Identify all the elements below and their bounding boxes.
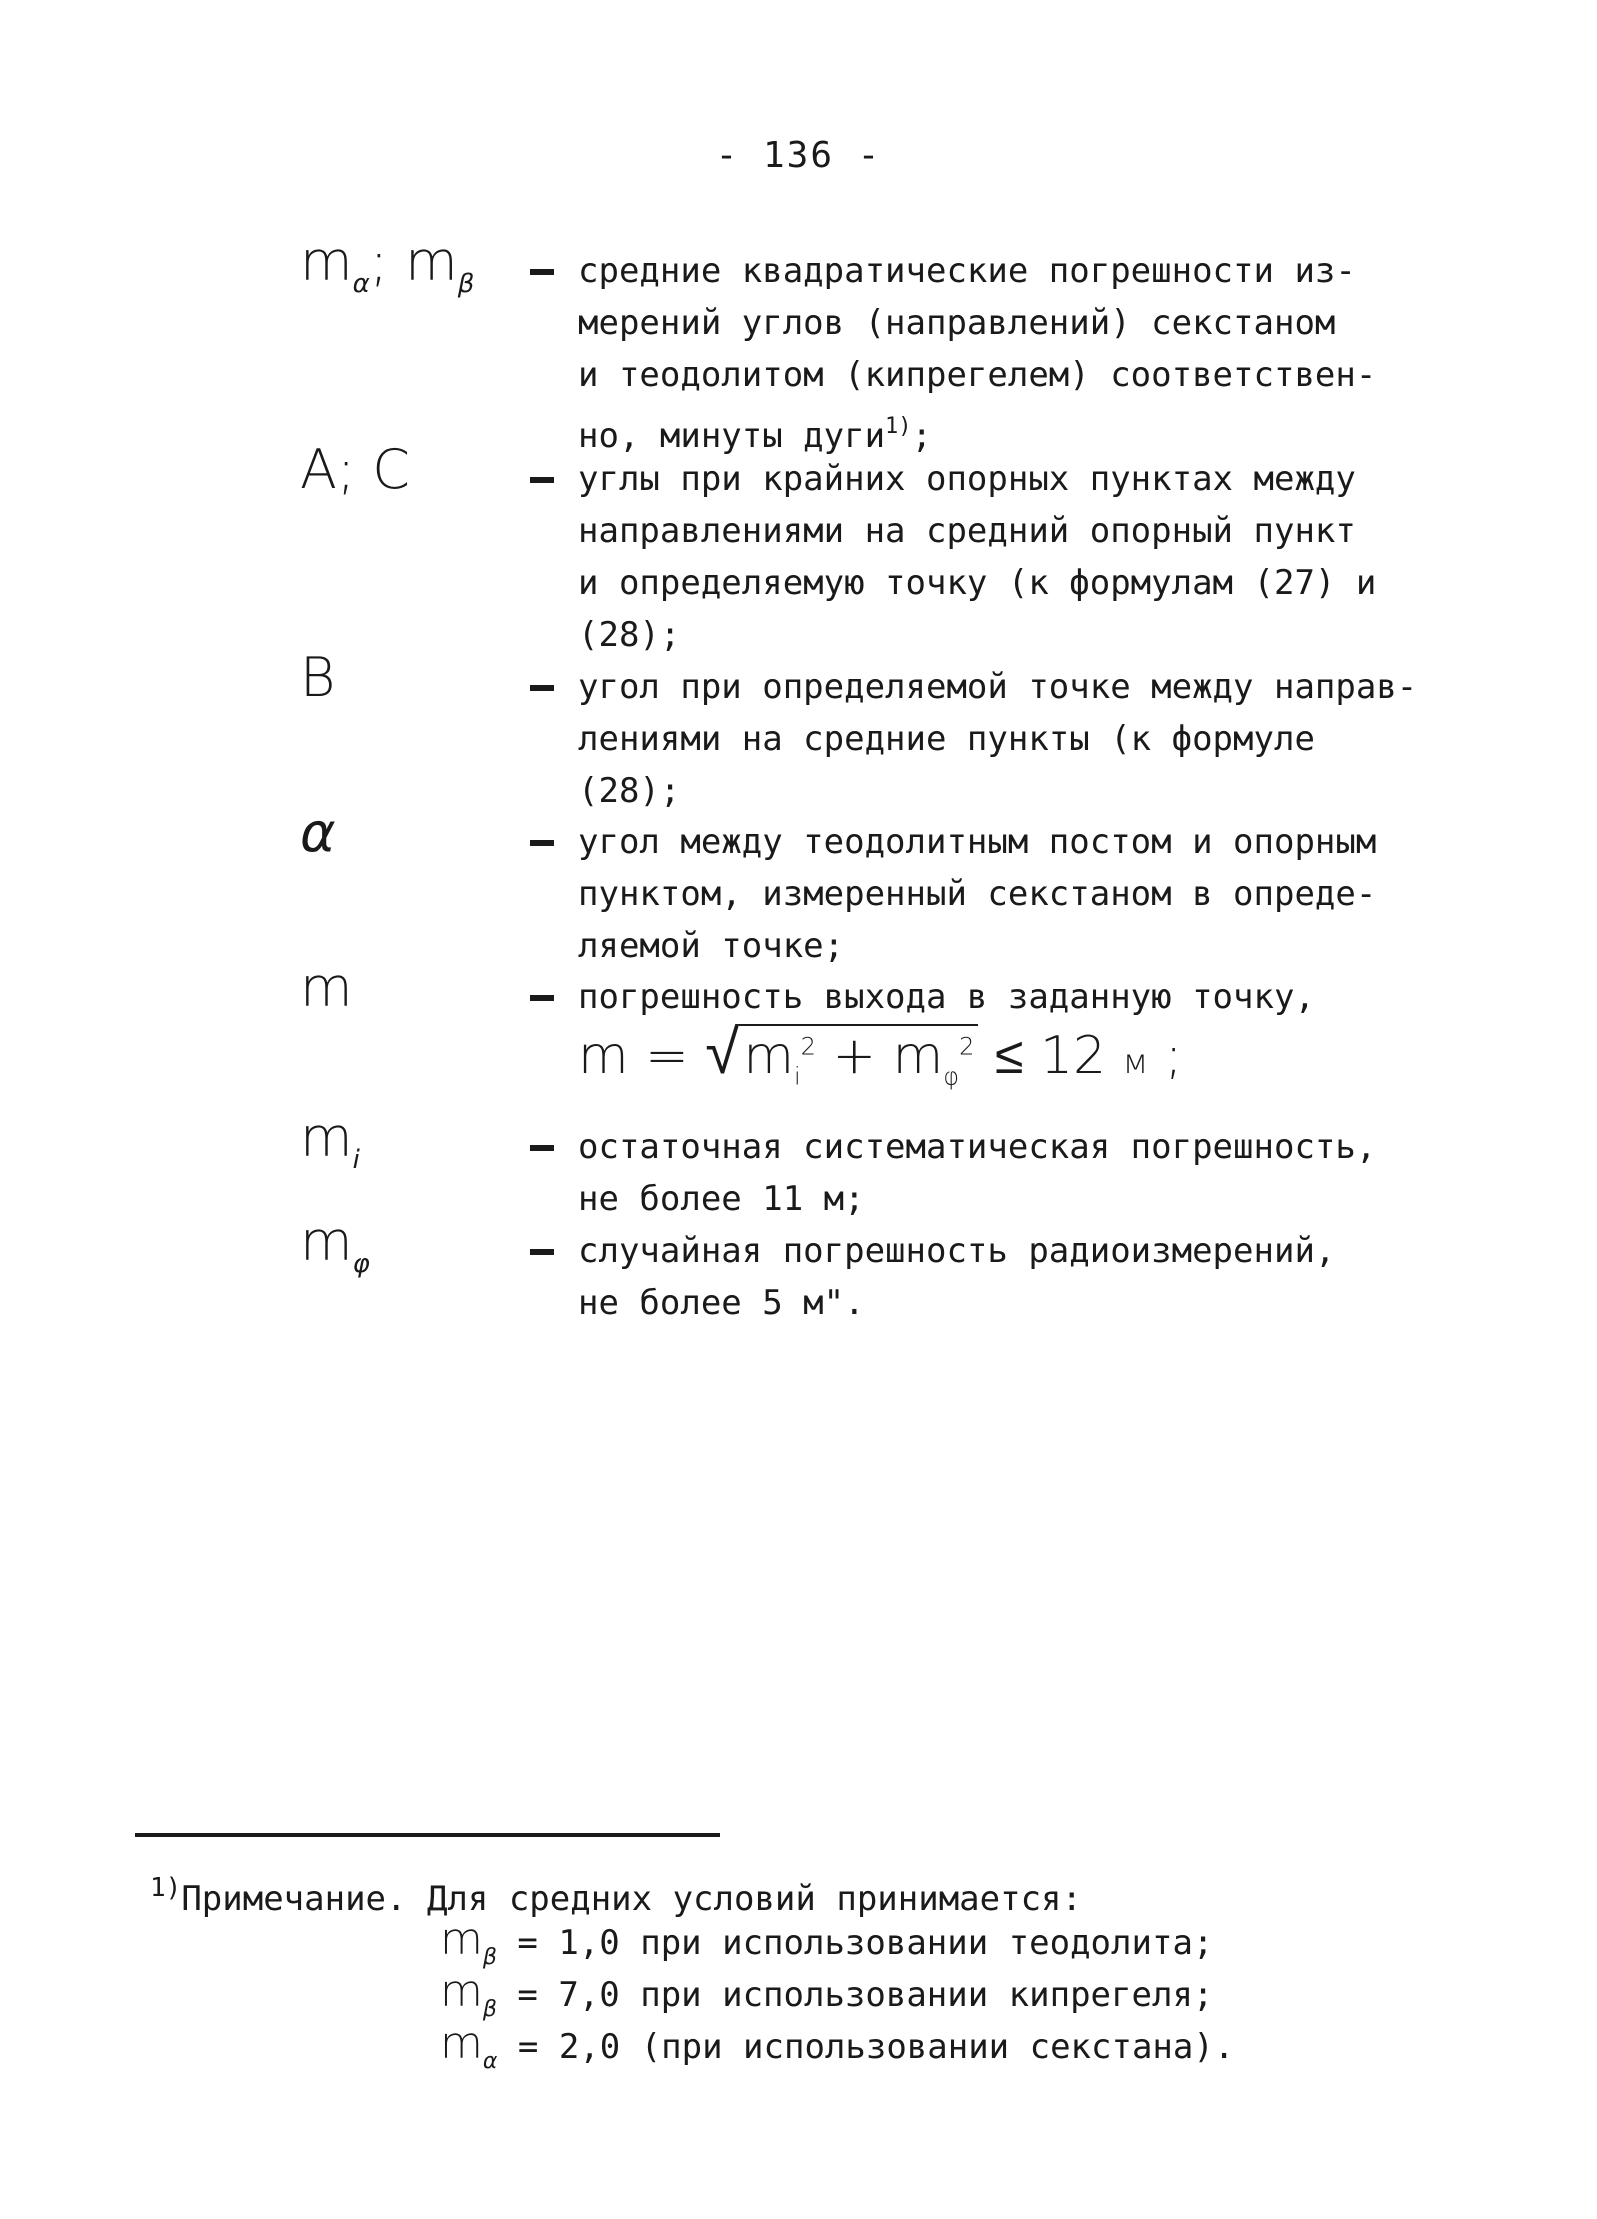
definition-line: но, минуты дуги bbox=[578, 416, 886, 456]
definition-text bbox=[578, 661, 1478, 817]
footnote-rule bbox=[135, 1833, 720, 1837]
dash-marker bbox=[530, 1249, 554, 1255]
definition-line: (28); bbox=[578, 771, 681, 811]
definition-line: угол между теодолитным постом и опорным bbox=[578, 822, 1377, 862]
definition-line: не более 11 м; bbox=[578, 1179, 865, 1219]
dash-marker bbox=[530, 840, 554, 846]
dash-marker bbox=[530, 995, 554, 1001]
footnote-text: Примечание. Для средних условий принимается: bbox=[181, 1879, 1082, 1919]
definition-line: остаточная систематическая погрешность, bbox=[578, 1127, 1377, 1167]
dash-marker bbox=[530, 1145, 554, 1151]
definition-symbol: $m_\alpha$; $m_\beta$ bbox=[300, 230, 475, 299]
footnote-item bbox=[440, 2018, 1440, 2088]
definition-symbol: $m_i$ bbox=[300, 1106, 360, 1175]
definition-line: направлениями на средний опорный пункт bbox=[578, 511, 1356, 551]
definition-symbol: $m_\varphi$ bbox=[300, 1210, 370, 1279]
definition-line: ляемой точке; bbox=[578, 926, 845, 966]
definition-text bbox=[578, 1225, 1478, 1329]
definition-line: пунктом, измеренный секстаном в опреде- bbox=[578, 874, 1377, 914]
definition-line: лениями на средние пункты (к формуле bbox=[578, 719, 1315, 759]
definition-text bbox=[578, 453, 1478, 661]
definition-text bbox=[578, 816, 1478, 972]
footnote-symbol: $m_\alpha$ bbox=[440, 2018, 498, 2074]
definition-symbol: α bbox=[300, 801, 336, 864]
definition-symbol: B bbox=[300, 646, 336, 709]
definition-line: погрешность выхода в заданную точку, bbox=[578, 977, 1315, 1017]
definition-line: не более 5 м". bbox=[578, 1283, 865, 1323]
footnote-symbol: $m_\beta$ bbox=[440, 1914, 497, 1970]
dash-marker bbox=[530, 477, 554, 483]
definition-line: и определяемую точку (к формулам (27) и bbox=[578, 563, 1377, 603]
definition-line: угол при определяемой точке между направ- bbox=[578, 667, 1418, 707]
dash-marker bbox=[530, 269, 554, 275]
definition-line: и теодолитом (кипрегелем) соответствен- bbox=[578, 355, 1377, 395]
definition-text bbox=[578, 1121, 1478, 1225]
definition-line: средние квадратические погрешности из- bbox=[578, 251, 1356, 291]
definition-text bbox=[578, 245, 1478, 462]
footnote-value: = 1,0 при использовании теодолита; bbox=[517, 1923, 1214, 1963]
definition-line: (28); bbox=[578, 615, 681, 655]
error-formula: $m = √m_i^2 + m_\varphi^2 \le 12$ м ; bbox=[578, 1015, 1183, 1091]
definition-line: углы при крайних опорных пунктах между bbox=[578, 459, 1356, 499]
definition-line: случайная погрешность радиоизмерений, bbox=[578, 1231, 1336, 1271]
definition-symbol: A; C bbox=[300, 438, 411, 501]
definition-line: мерений углов (направлений) секстаном bbox=[578, 303, 1336, 343]
definition-line: ; bbox=[911, 416, 933, 456]
page-number: - 136 - bbox=[715, 135, 882, 176]
footnote-mark: 1) bbox=[150, 1873, 182, 1903]
footnote-symbol: $m_\beta$ bbox=[440, 1966, 497, 2022]
footnote-value: = 7,0 при использовании кипрегеля; bbox=[517, 1975, 1214, 2015]
footnote-reference: 1) bbox=[885, 414, 912, 439]
definition-symbol: m bbox=[300, 956, 353, 1019]
footnote-value: = 2,0 (при использовании секстана). bbox=[517, 2027, 1235, 2067]
dash-marker bbox=[530, 685, 554, 691]
